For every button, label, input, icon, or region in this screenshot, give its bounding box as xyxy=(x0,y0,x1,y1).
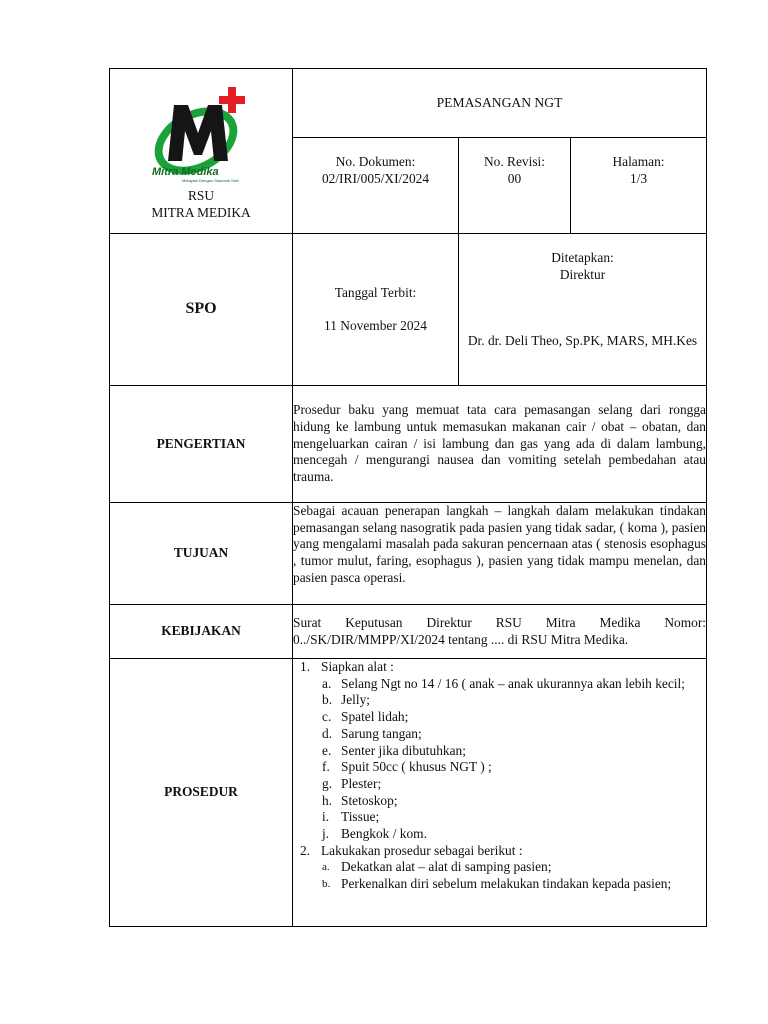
document-number-value: 02/IRI/005/XI/2024 xyxy=(321,170,430,186)
revision-cell xyxy=(459,138,571,234)
approver-name: Dr. dr. Deli Theo, Sp.PK, MARS, MH.Kes xyxy=(467,333,698,349)
item-number: i. xyxy=(322,809,330,825)
item-text: Plester; xyxy=(341,775,382,791)
item-text: Jelly; xyxy=(341,692,371,708)
step-number: 2. xyxy=(300,842,311,858)
mitra-medika-logo xyxy=(146,83,256,183)
item-number: c. xyxy=(322,709,332,725)
item-number: a. xyxy=(322,675,332,691)
item-text: Dekatkan alat – alat di samping pasien; xyxy=(341,859,552,875)
hospital-name-line2: MITRA MEDIKA xyxy=(151,205,251,220)
item-text: Stetoskop; xyxy=(341,792,398,808)
item-number: f. xyxy=(322,759,330,775)
revision-label: No. Revisi: xyxy=(483,154,545,169)
item-number: h. xyxy=(322,792,333,808)
document-number-cell xyxy=(293,138,459,234)
item-text: Spatel lidah; xyxy=(341,709,409,725)
list-item xyxy=(300,776,698,793)
page-cell xyxy=(571,138,707,234)
step-number: 1. xyxy=(300,659,311,674)
list-item xyxy=(300,759,698,776)
procedure-step-2 xyxy=(300,843,698,860)
procedure-list xyxy=(300,659,698,893)
list-item xyxy=(300,709,698,726)
item-text: Tissue; xyxy=(341,809,380,825)
document-number-label: No. Dokumen: xyxy=(335,154,416,169)
revision-value: 00 xyxy=(507,170,522,186)
item-text: Senter jika dibutuhkan; xyxy=(341,742,466,758)
list-item xyxy=(300,826,698,843)
issue-date-value: 11 November 2024 xyxy=(324,317,427,333)
item-text: Sarung tangan; xyxy=(341,725,422,741)
tujuan-label: TUJUAN xyxy=(110,503,293,605)
item-number: b. xyxy=(322,878,331,891)
spo-document xyxy=(109,68,706,927)
hospital-identity-cell xyxy=(110,69,293,234)
logo-icon xyxy=(146,83,256,183)
pengertian-text: Prosedur baku yang memuat tata cara pemasangan selang dari rongga hidung ke lambung untuk memasukan makanan cair / obat – obatan, dan mengeluarkan cairan / isi lambung dan gas yang ada di dalam lambung, mencegah / mengurangi nausea dan vomiting setelah pembedahan atau trauma. xyxy=(293,386,707,503)
item-text: Perkenalkan diri sebelum melakukan tindakan kepada pasien; xyxy=(341,876,672,892)
item-number: g. xyxy=(322,775,333,791)
list-item xyxy=(300,692,698,709)
page-value: 1/3 xyxy=(629,170,648,186)
approval-cell xyxy=(459,234,707,386)
prosedur-label: PROSEDUR xyxy=(110,659,293,927)
page-label: Halaman: xyxy=(612,154,665,169)
procedure-step-1 xyxy=(300,659,698,676)
item-text: Selang Ngt no 14 / 16 ( anak – anak ukurannya akan lebih kecil; xyxy=(341,675,685,691)
hospital-name-line1: RSU xyxy=(187,188,215,203)
kebijakan-label: KEBIJAKAN xyxy=(110,605,293,659)
step-text: Siapkan alat : xyxy=(321,659,394,674)
list-item xyxy=(300,676,698,693)
kebijakan-text: Surat Keputusan Direktur RSU Mitra Medika Nomor: 0../SK/DIR/MMPP/XI/2024 tentang .... di RSU Mitra Medika. xyxy=(293,605,707,659)
item-number: e. xyxy=(322,742,332,758)
item-number: j. xyxy=(322,826,330,842)
tujuan-text: Sebagai acauan penerapan langkah – langkah dalam melakukan tindakan pemasangan selang nasogratik pada pasien yang tidak sadar, ( koma ), pasien yang mengalami masalah pada sakuran pencernaan atas ( stenosis esophagus , tumor mulut, faring, esophagus ), pasien yang tidak mampu menelan, dan pasien pasca operasi. xyxy=(293,503,707,605)
issue-date-cell xyxy=(293,234,459,386)
step-text: Lakukakan prosedur sebagai berikut : xyxy=(321,842,523,858)
issue-date-label: Tanggal Terbit: xyxy=(334,284,417,300)
hospital-name xyxy=(110,187,292,233)
item-number: a. xyxy=(322,861,330,874)
spo-table xyxy=(109,68,707,927)
list-item xyxy=(300,726,698,743)
document-title: PEMASANGAN NGT xyxy=(293,69,707,138)
svg-text:Melayani Dengan Sepenuh Hati: Melayani Dengan Sepenuh Hati xyxy=(182,178,239,183)
spo-label: SPO xyxy=(110,234,293,386)
list-item xyxy=(300,859,698,876)
list-item xyxy=(300,743,698,760)
list-item xyxy=(300,809,698,826)
item-number: b. xyxy=(322,692,333,708)
approval-label: Ditetapkan: xyxy=(551,250,614,265)
pengertian-label: PENGERTIAN xyxy=(110,386,293,503)
svg-text:Mitra Medika: Mitra Medika xyxy=(152,166,219,178)
list-item xyxy=(300,876,698,893)
list-item xyxy=(300,793,698,810)
item-text: Spuit 50cc ( khusus NGT ) ; xyxy=(341,759,492,775)
item-number: d. xyxy=(322,725,333,741)
prosedur-content xyxy=(293,659,707,927)
item-text: Bengkok / kom. xyxy=(341,826,427,842)
approval-role: Direktur xyxy=(559,266,606,282)
